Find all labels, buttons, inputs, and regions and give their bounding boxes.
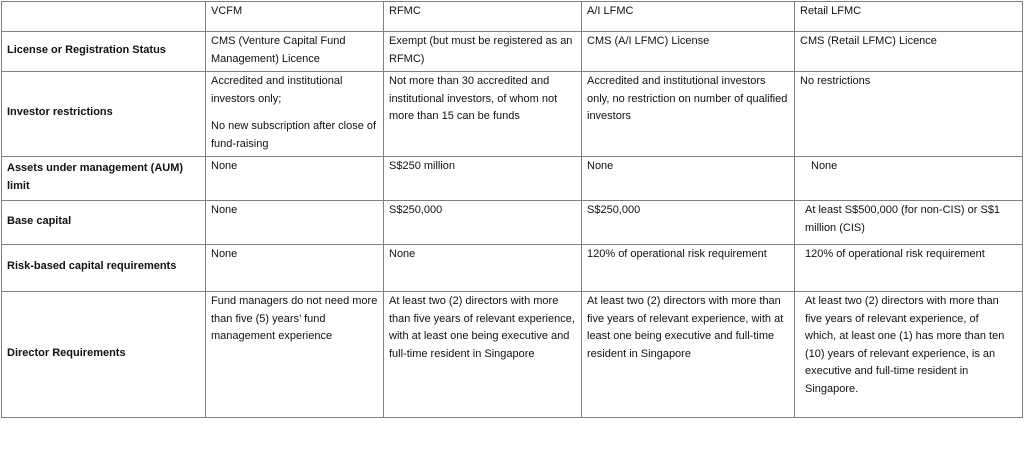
row-label: Assets under management (AUM) limit: [2, 157, 206, 201]
cell-text: Exempt (but must be registered as an RFMC): [389, 35, 573, 65]
table-cell: [384, 72, 582, 157]
cell-text: None: [811, 160, 838, 172]
table-cell: [206, 157, 384, 201]
table-cell: [384, 201, 582, 245]
cell-text: None: [211, 248, 238, 260]
table-cell: [206, 32, 384, 72]
header-cell-corner: [2, 2, 206, 32]
table-cell: [582, 245, 795, 292]
cell-text: At least two (2) directors with more than five years of relevant experience, of which, at least one (1) has more than ten (10) years of relevant experience, is an executive and full-time resident in Singapore.: [805, 295, 1005, 395]
cell-text: 120% of operational risk requirement: [587, 248, 767, 260]
table-cell: [795, 245, 1023, 292]
cell-text: At least two (2) directors with more than five years of relevant experience, with at least one being executive and full-time resident in Singapore: [389, 295, 575, 360]
header-cell-vcfm: VCFM: [206, 2, 384, 32]
cell-text: None: [211, 204, 238, 216]
cell-text: CMS (Retail LFMC) Licence: [800, 35, 937, 47]
header-cell-retail-lfmc: Retail LFMC: [795, 2, 1023, 32]
cell-text: 120% of operational risk requirement: [805, 248, 985, 260]
table-cell: [384, 32, 582, 72]
cell-text: CMS (Venture Capital Fund Management) Licence: [211, 35, 346, 65]
row-label: Base capital: [2, 201, 206, 245]
table-cell: [795, 72, 1023, 157]
row-label: Director Requirements: [2, 292, 206, 418]
row-label: Investor restrictions: [2, 72, 206, 157]
row-label: Risk-based capital requirements: [2, 245, 206, 292]
table-cell: [795, 292, 1023, 418]
cell-text: No new subscription after close of fund-raising: [211, 120, 377, 150]
cell-text: At least S$500,000 (for non-CIS) or S$1 million (CIS): [805, 204, 1001, 234]
cell-text: Accredited and institutional investors only, no restriction on number of qualified investors: [587, 75, 788, 122]
header-row: [2, 2, 1023, 32]
table-cell: [795, 201, 1023, 245]
table-cell: [206, 292, 384, 418]
table-cell: [206, 201, 384, 245]
table-cell: [384, 157, 582, 201]
table-cell: [795, 157, 1023, 201]
cell-text: S$250,000: [389, 204, 443, 216]
table-cell: [206, 72, 384, 157]
cell-text: CMS (A/I LFMC) License: [587, 35, 710, 47]
header-cell-ai-lfmc: A/I LFMC: [582, 2, 795, 32]
cell-text: None: [587, 160, 614, 172]
table-cell: [206, 245, 384, 292]
table-row: [2, 245, 1023, 292]
table-cell: [384, 292, 582, 418]
table-row: [2, 201, 1023, 245]
table-row: [2, 32, 1023, 72]
table-cell: [582, 292, 795, 418]
table-row: [2, 72, 1023, 157]
cell-text: None: [211, 160, 238, 172]
comparison-table: [1, 1, 1023, 418]
cell-text: None: [389, 248, 416, 260]
cell-text: S$250 million: [389, 160, 456, 172]
table-row: [2, 157, 1023, 201]
table-row: [2, 292, 1023, 418]
cell-text: Not more than 30 accredited and institutional investors, of whom not more than 15 can be funds: [389, 75, 558, 122]
cell-text: Fund managers do not need more than five (5) years’ fund management experience: [211, 295, 378, 342]
table-cell: [582, 201, 795, 245]
table-cell: [582, 32, 795, 72]
cell-text: Accredited and institutional investors only;: [211, 75, 343, 105]
cell-text: No restrictions: [800, 75, 871, 87]
table-cell: [795, 32, 1023, 72]
table-cell: [582, 157, 795, 201]
header-cell-rfmc: RFMC: [384, 2, 582, 32]
row-label: License or Registration Status: [2, 32, 206, 72]
table-cell: [582, 72, 795, 157]
table-cell: [384, 245, 582, 292]
cell-text: At least two (2) directors with more than five years of relevant experience, with at least one being executive and full-time resident in Singapore: [587, 295, 784, 360]
cell-text: S$250,000: [587, 204, 641, 216]
